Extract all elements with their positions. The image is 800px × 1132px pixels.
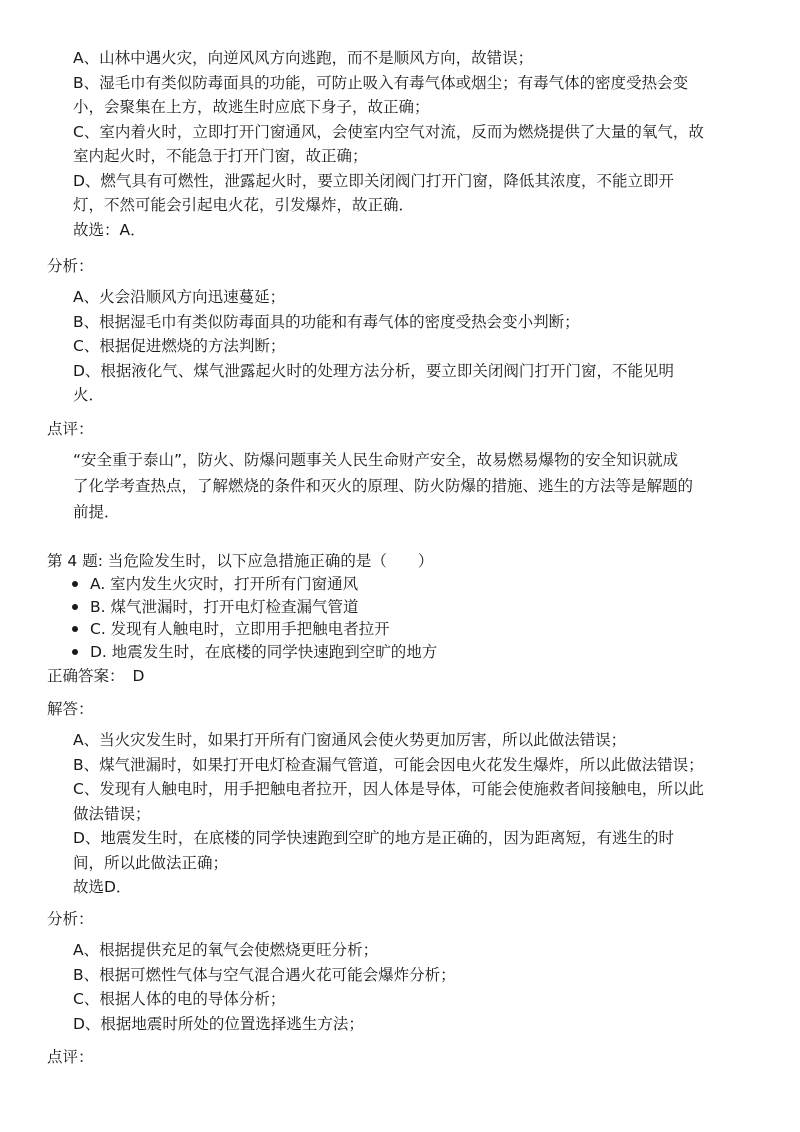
solution-line: 灯，不然可能会引起电火花，引发爆炸，故正确． bbox=[73, 196, 415, 214]
answer-value: D bbox=[132, 667, 145, 685]
bullet-icon bbox=[72, 581, 78, 587]
correct-answer bbox=[47, 664, 144, 688]
solution-line: B、煤气泄漏时，如果打开电灯检查漏气管道，可能会因电火花发生爆炸，所以此做法错误； bbox=[73, 755, 704, 774]
option-text: A. 室内发生火灾时，打开所有门窗通风 bbox=[90, 575, 359, 593]
option-list bbox=[68, 573, 437, 663]
solution-line: C、发现有人触电时，用手把触电者拉开，因人体是导体，可能会使施救者间接触电，所以此 bbox=[73, 780, 704, 798]
solution-line: 故选D． bbox=[73, 878, 132, 896]
option-text: C. 发现有人触电时，立即用手把触电者拉开 bbox=[90, 620, 390, 638]
bullet-icon bbox=[72, 626, 78, 632]
analysis-line: C、根据促进燃烧的方法判断； bbox=[73, 337, 286, 355]
analysis-line: A、根据提供充足的氧气会使燃烧更旺分析； bbox=[73, 941, 379, 959]
comment-heading: 点评： bbox=[47, 420, 94, 438]
comment-heading: 点评： bbox=[47, 1048, 94, 1066]
comment-block bbox=[73, 447, 733, 525]
analysis-line: C、根据人体的电的导体分析； bbox=[73, 990, 286, 1008]
analysis-line: A、火会沿顺风方向迅速蔓延； bbox=[73, 288, 286, 306]
analysis-block bbox=[73, 285, 733, 408]
solution-block bbox=[73, 728, 733, 900]
analysis-block bbox=[73, 938, 733, 1036]
answer-label: 正确答案： bbox=[47, 667, 125, 685]
comment-line: 前提． bbox=[73, 503, 120, 521]
bullet-icon bbox=[72, 649, 78, 655]
comment-line: “安全重于泰山”，防火、防爆问题事关人民生命财产安全，故易燃易爆物的安全知识就成 bbox=[73, 451, 679, 469]
option-c bbox=[68, 618, 437, 641]
comment-line: 了化学考查热点，了解燃烧的条件和灭火的原理、防火防爆的措施、逃生的方法等是解题的 bbox=[73, 477, 694, 495]
option-b bbox=[68, 596, 437, 619]
analysis-line: B、根据湿毛巾有类似防毒面具的功能和有毒气体的密度受热会变小判断； bbox=[73, 312, 580, 331]
question-title: 第 4 题: 当危险发生时，以下应急措施正确的是（ ） bbox=[47, 552, 434, 570]
solution-line: A、当火灾发生时，如果打开所有门窗通风会使火势更加厉害，所以此做法错误； bbox=[73, 731, 627, 749]
analysis-heading: 分析： bbox=[47, 257, 94, 275]
solution-line: 小，会聚集在上方，故逃生时应底下身子，故正确； bbox=[73, 98, 430, 116]
solution-line: D、燃气具有可燃性，泄露起火时，要立即关闭阀门打开门窗，降低其浓度，不能立即开 bbox=[73, 171, 674, 190]
solution-line: 间，所以此做法正确； bbox=[73, 853, 229, 872]
solution-line: C、室内着火时，立即打开门窗通风，会使室内空气对流，反而为燃烧提供了大量的氧气，故 bbox=[73, 122, 704, 141]
analysis-line: D、根据地震时所处的位置选择逃生方法； bbox=[73, 1014, 364, 1033]
option-d bbox=[68, 641, 437, 664]
analysis-line: B、根据可燃性气体与空气混合遇火花可能会爆炸分析； bbox=[73, 965, 456, 984]
option-a bbox=[68, 573, 437, 596]
option-text: D. 地震发生时，在底楼的同学快速跑到空旷的地方 bbox=[90, 642, 438, 661]
solution-line: 做法错误； bbox=[73, 804, 151, 823]
solution-heading: 解答： bbox=[47, 700, 94, 718]
analysis-line: D、根据液化气、煤气泄露起火时的处理方法分析，要立即关闭阀门打开门窗，不能见明 bbox=[73, 361, 674, 380]
solution-line: 室内起火时，不能急于打开门窗，故正确； bbox=[73, 147, 368, 165]
solution-line: 故选：A． bbox=[73, 220, 146, 239]
solution-line: B、湿毛巾有类似防毒面具的功能，可防止吸入有毒气体或烟尘；有毒气体的密度受热会变 bbox=[73, 73, 689, 92]
analysis-line: 火． bbox=[73, 386, 105, 404]
solution-line: D、地震发生时，在底楼的同学快速跑到空旷的地方是正确的，因为距离短，有逃生的时 bbox=[73, 829, 674, 847]
bullet-icon bbox=[72, 604, 78, 610]
option-text: B. 煤气泄漏时，打开电灯检查漏气管道 bbox=[90, 597, 359, 616]
solution-line: A、山林中遇火灾，向逆风风方向逃跑，而不是顺风方向，故错误； bbox=[73, 49, 534, 67]
analysis-heading: 分析： bbox=[47, 910, 94, 928]
solution-prev-block bbox=[73, 46, 733, 242]
